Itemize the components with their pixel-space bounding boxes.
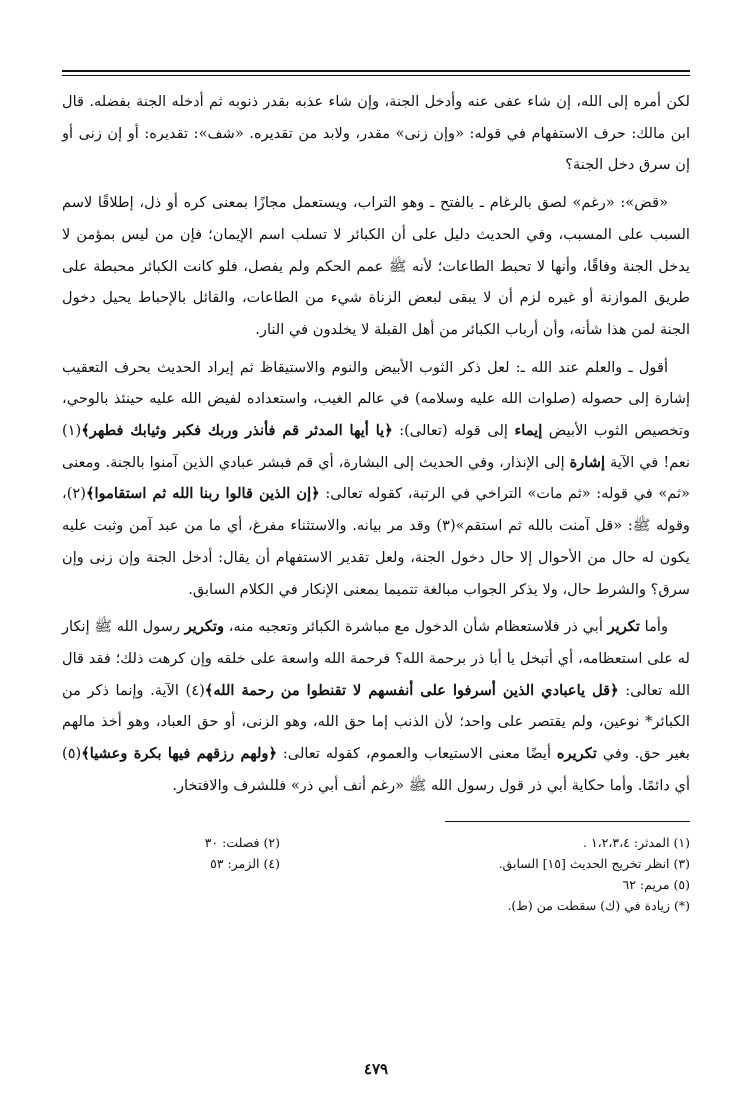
text-segment: لكن أمره إلى الله، إن شاء عفى عنه وأدخل الجنة، وإن شاء عذبه بقدر ذنوبه ثم أدخله الجنة بفضله. قال ابن مالك: حرف الاستفهام في قوله: «وإن زنى» مقدر، ولابد من تقديره. «شف»: تقديره: أو إن زنى أو إن سرق دخل الجنة؟: [62, 93, 690, 174]
text-segment: أيضًا معنى الاستيعاب والعموم، كقوله تعالى:: [277, 745, 557, 763]
paragraph: [62, 86, 690, 181]
text-segment: أقول ـ والعلم عند الله ـ: لعل ذكر الثوب الأبيض والنوم والاستيقاظ ثم إيراد الحديث بحرف التعقيب إشارة إلى حصوله (صلوات الله عليه وسلامه) في عالم الغيب، واستعداده لفيض الله عليه حينئذ بالوحي، وتخصيص الثوب الأبيض: [62, 358, 690, 440]
text-segment: وأما: [639, 618, 668, 636]
paragraph: [62, 352, 690, 606]
footnote-separator: [445, 821, 690, 822]
paragraph: [62, 611, 690, 801]
page-number: ٤٧٩: [363, 1060, 389, 1078]
footnotes-right-column: [360, 832, 690, 916]
text-segment: (٢)، وقوله ﷺ: «قل آمنت بالله ثم استقم»(٣) وقد مر بيانه. والاستثناء مفرغ، أي ما من عبد آمن وثبت عليه يكون له حال من الأحوال إلا حال دخول الجنة، ولعل تقدير الاستفهام أن يقال: أدخل الجنة وإن زنى وإن سرق؟ والشرط حال، ولا يذكر الجواب مبالغة تتميما بمعنى الإنكار في الكلام السابق.: [62, 485, 690, 598]
text-segment: إلى الإنذار، وفي الحديث إلى البشارة، أي قم فبشر عبادي الذين آمنوا بالجنة. ومعنى «ثم» في قوله: «ثم مات» التراخي في الرتبة، كقوله تعالى:: [62, 453, 690, 503]
footnote: (١) المدثر: ١،٢،٣،٤ .: [582, 835, 690, 851]
bold-text-segment: إيماء: [514, 422, 543, 440]
bold-text-segment: إشارة: [569, 453, 606, 471]
footnote: (٤) الزمر: ٥٣: [210, 856, 280, 872]
footnote: (٣) انظر تخريج الحديث [١٥] السابق.: [498, 856, 690, 872]
footnote: (٢) فصلت: ٣٠: [204, 835, 280, 851]
text-segment: أبي ذر فلاستعظام شأن الدخول مع مباشرة الكبائر وتعجبه منه،: [224, 618, 608, 636]
bold-text-segment: ﴿ولهم رزقهم فيها بكرة وعشيا﴾: [81, 745, 278, 763]
footnotes: [62, 832, 690, 942]
body-text: [62, 86, 690, 801]
bold-text-segment: ﴿قل ياعبادي الذين أسرفوا على أنفسهم لا تقنطوا من رحمة الله﴾: [204, 681, 619, 699]
text-segment: (١) نعم! في الآية: [62, 422, 691, 471]
text-segment: إلى قوله (تعالى):: [392, 422, 515, 440]
footnote: (٥) مريم: ٦٢: [622, 877, 690, 893]
bold-text-segment: ﴿إن الذين قالوا ربنا الله ثم استقاموا﴾: [85, 485, 320, 503]
text-segment: «قض»: «رغم» لصق بالرغام ـ بالفتح ـ وهو التراب، ويستعمل مجازًا بمعنى كره أو ذل، إطلاقًا لاسم السبب على المسبب، وفي الحديث دليل على أن الكبائر لا تسلب اسم الإيمان؛ فإن من ليس بمؤمن لا يدخل الجنة وفاقًا، وأنها لا تحبط الطاعات؛ لأنه ﷺ عمم الحكم ولم يفصل، فلو كانت الكبائر محبطة على طريق الموازنة أو غيره لزم أن لا يبقى لبعض الزناة شيء من الطاعات، والقائل بالإحباط يحيل دخول الجنة لمن هذا شأنه، وأن أرباب الكبائر من أهل القبلة لا يخلدون في النار.: [62, 194, 690, 338]
footnotes-left-column: [130, 832, 280, 874]
bold-text-segment: ﴿يا أيها المدثر قم فأنذر وربك فكبر وثيابك فطهر﴾: [81, 422, 393, 440]
book-page: [62, 70, 690, 1090]
bold-text-segment: تكريره: [556, 745, 597, 763]
bold-text-segment: تكرير: [607, 618, 640, 636]
text-segment: (٤) الآية. وإنما ذكر من الكبائر* نوعين، ولم يقتصر على واحد؛ لأن الذنب إما حق الله، وهو الزنى، أو حق العباد، وهو أخذ مالهم بغير حق. وفي: [62, 681, 690, 763]
header-rule: [62, 70, 690, 76]
text-segment: (٥) أي دائمًا. وأما حكاية أبي ذر قول رسول الله ﷺ «رغم أنف أبي ذر» فللشرف والافتخار.: [62, 745, 690, 794]
bold-text-segment: وتكرير: [184, 618, 225, 636]
text-segment: رسول الله ﷺ إنكار له على استعظامه، أي أتبخل يا أبا ذر برحمة الله؟ فرحمة الله واسعة على خلقه وإن كرهت ذلك؛ فقد قال الله تعالى:: [62, 618, 691, 699]
footnote: (*) زيادة في (ك) سقطت من (ط).: [507, 898, 690, 914]
paragraph: [62, 187, 690, 346]
